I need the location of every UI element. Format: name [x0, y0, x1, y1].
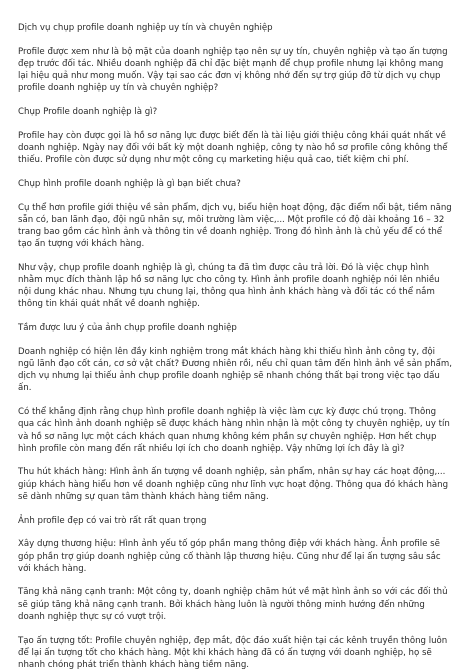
paragraph-competitiveness: Tăng khả năng cạnh tranh: Một công ty, doanh nghiệp chăm hút về mặt hình ảnh so với các đối thủ sẽ giúp tăng khả năng cạnh tranh. Bởi khách hàng luôn là người thông minh hướng đến những doanh nghiệp thực sự có vượt trội. [18, 587, 448, 622]
section-heading-role: Ảnh profile đẹp có vai trò rất rất quan trọng [18, 515, 207, 526]
paragraph-profile-definition: Profile hay còn được gọi là hồ sơ năng lực được biết đến là tài liệu giới thiệu công khái quát nhất về doanh nghiệp. Ngày nay đối với bất kỳ một doanh nghiệp, công ty nào hồ sơ profile công không thể thiếu. Profile còn được sử dụng như một công cụ marketing hiệu quả cao, tiết kiệm chi phí. [18, 130, 448, 166]
paragraph-importance-question: Doanh nghiệp có hiện lên đầy kinh nghiệm trong mắt khách hàng khi thiếu hình ảnh công ty, đội ngũ lãnh đạo cốt cán, cơ sở vật chất? Đương nhiên rồi, nếu chỉ quan tâm đến hình ảnh về sản phẩm, dịch vụ nhưng lại thiếu ảnh chụp profile doanh nghiệp sẽ nhanh chóng thất bại trong việc tạo dấu ấn. [18, 346, 453, 394]
intro-paragraph: Profile được xem như là bộ mặt của doanh nghiệp tạo nên sự uy tín, chuyên nghiệp và tạo ấn tượng đẹp trước đối tác. Nhiều doanh nghiệp đã chỉ đặc biệt mạnh để chụp profile nhưng lại không mang lại hiệu quả như mong muốn. Vậy tại sao các đơn vị không nhớ đến sự trợ giúp đỡ từ dịch vụ chụp profile doanh nghiệp uy tín và chuyên nghiệp? [18, 46, 448, 94]
paragraph-profile-content: Cụ thể hơn profile giới thiệu về sản phẩm, dịch vụ, biểu hiện hoạt động, đặc điểm nổi bật, tiềm năng sẵn có, ban lãnh đạo, đội ngũ nhân sự, môi trường làm việc,... Một profile có độ dài khoảng 16 – 32 trang bao gồm các hình ảnh và thông tin về doanh nghiệp. Trong đó hình ảnh là chủ yếu để có thể tạo ấn tượng với khách hàng. [18, 202, 452, 250]
section-heading-profile-photo: Chụp hình profile doanh nghiệp là gì bạn biết chưa? [18, 178, 241, 189]
paragraph-profile-purpose: Như vậy, chụp profile doanh nghiệp là gì, chúng ta đã tìm được câu trả lời. Đó là việc chụp hình nhằm mục đích thành lập hồ sơ năng lực cho công ty. Hình ảnh profile doanh nghiệp nói lên nhiều nội dung khác nhau. Nhưng tựu chung lại, thông qua hình ảnh khách hàng và đối tác có thể nắm thông tin khái quát nhất về doanh nghiệp. [18, 262, 440, 310]
paragraph-attract-customers: Thu hút khách hàng: Hình ảnh ấn tượng về doanh nghiệp, sản phẩm, nhân sự hay các hoạt động,... giúp khách hàng hiểu hơn về doanh nghiệp cũng như lĩnh vực hoạt động. Thông qua đó khách hàng sẽ dành những sự quan tâm thành khách hàng tiềm năng. [18, 467, 449, 502]
paragraph-brand-building: Xây dựng thương hiệu: Hình ảnh yếu tố góp phần mang thông điệp với khách hàng. Ảnh profile sẽ góp phần trợ giúp doanh nghiệp củng cố thành lập thương hiệu. Cũng như để lại ấn tượng sâu sắc với khách hàng. [18, 539, 441, 574]
section-heading-what-is-profile: Chụp Profile doanh nghiệp là gì? [18, 107, 158, 118]
paragraph-good-impression: Tạo ấn tượng tốt: Profile chuyên nghiệp, đẹp mắt, độc đáo xuất hiện tại các kênh truyền thông luôn để lại ấn tượng tốt cho khách hàng. Một khi khách hàng đã có ấn tượng với doanh nghiệp, họ sẽ nhanh chóng phát triển thành khách hàng tiềm năng. [18, 635, 448, 670]
document-title: Dịch vụ chụp profile doanh nghiệp uy tín và chuyên nghiệp [18, 23, 273, 33]
paragraph-importance-benefits: Có thể khẳng định rằng chụp hình profile doanh nghiệp là việc làm cực kỳ được chú trọng. Thông qua các hình ảnh doanh nghiệp sẽ được khách hàng nhìn nhận là một công ty chuyên nghiệp, uy tín và hồ sơ năng lực một cách khách quan nhưng không kém phần sự chuyên nghiệp. Hơn hết chụp hình profile còn mang đến rất nhiều lợi ích cho doanh nghiệp. Vậy những lợi ích đây là gì? [18, 407, 450, 454]
section-heading-importance: Tầm được lưu ý của ảnh chụp profile doanh nghiệp [18, 323, 237, 334]
